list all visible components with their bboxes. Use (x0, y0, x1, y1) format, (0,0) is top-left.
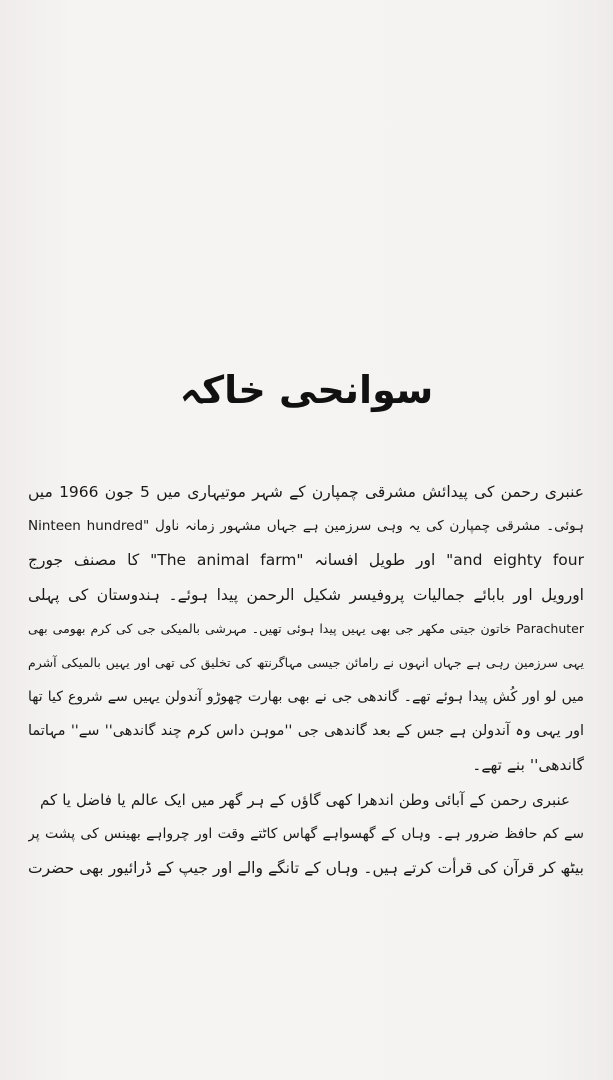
text-line: میں لو اور کُش پیدا ہوئے تھے۔ گاندھی جی نے بھی بھارت چھوڑو آندولن یہیں سے شروع کیا تھا (28, 689, 584, 705)
text-line: اور یہی وہ آندولن ہے جس کے بعد گاندھی جی ''موہن داس کرم چند گاندھی'' سے'' مہاتما (28, 723, 584, 739)
page-title: سوانحی خاکہ (179, 368, 434, 412)
text-line: ہوئی۔ مشرقی چمپارن کی یہ وہی سرزمین ہے جہاں مشہور زمانہ ناول "Ninteen hundred (28, 518, 584, 534)
text-line: سے کم حافظ ضرور ہے۔ وہاں کے گھسواہے گھاس کاٹتے وقت اور چرواہے بھینس کی پشت پر (28, 826, 584, 842)
text-line: Parachuter خاتون جیتی مکھر جی بھی یہیں پیدا ہوئی تھیں۔ مہرشی بالمیکی جی کی کرم بھومی بھی (28, 621, 584, 636)
text-line: اورویل اور بابائے جمالیات پروفیسر شکیل الرحمن پیدا ہوئے۔ ہندوستان کی پہلی (28, 586, 584, 604)
text-line: گاندھی'' بنے تھے۔ (472, 756, 584, 774)
text-line: عنبری رحمن کی پیدائش مشرقی چمپارن کے شہر موتیہاری میں 5 جون 1966 میں (28, 483, 584, 501)
text-line: بیٹھ کر قرآن کی قرأت کرتے ہیں۔ وہاں کے تانگے والے اور جیپ کے ڈرائیور بھی حضرت (28, 859, 584, 877)
text-line: عنبری رحمن کے آبائی وطن اندھرا کھی گاؤں کے ہر گھر میں ایک عالم یا فاضل یا کم (40, 791, 570, 809)
text-line: and eighty four" اور طویل افسانہ "The animal farm" کا مصنف جورج (28, 551, 584, 569)
text-line: یہی سرزمین رہی ہے جہاں انہوں نے رامائن جیسی مہاگرنتھ کی تخلیق کی تھی اور یہیں بالمیکی آشرم (28, 655, 584, 670)
